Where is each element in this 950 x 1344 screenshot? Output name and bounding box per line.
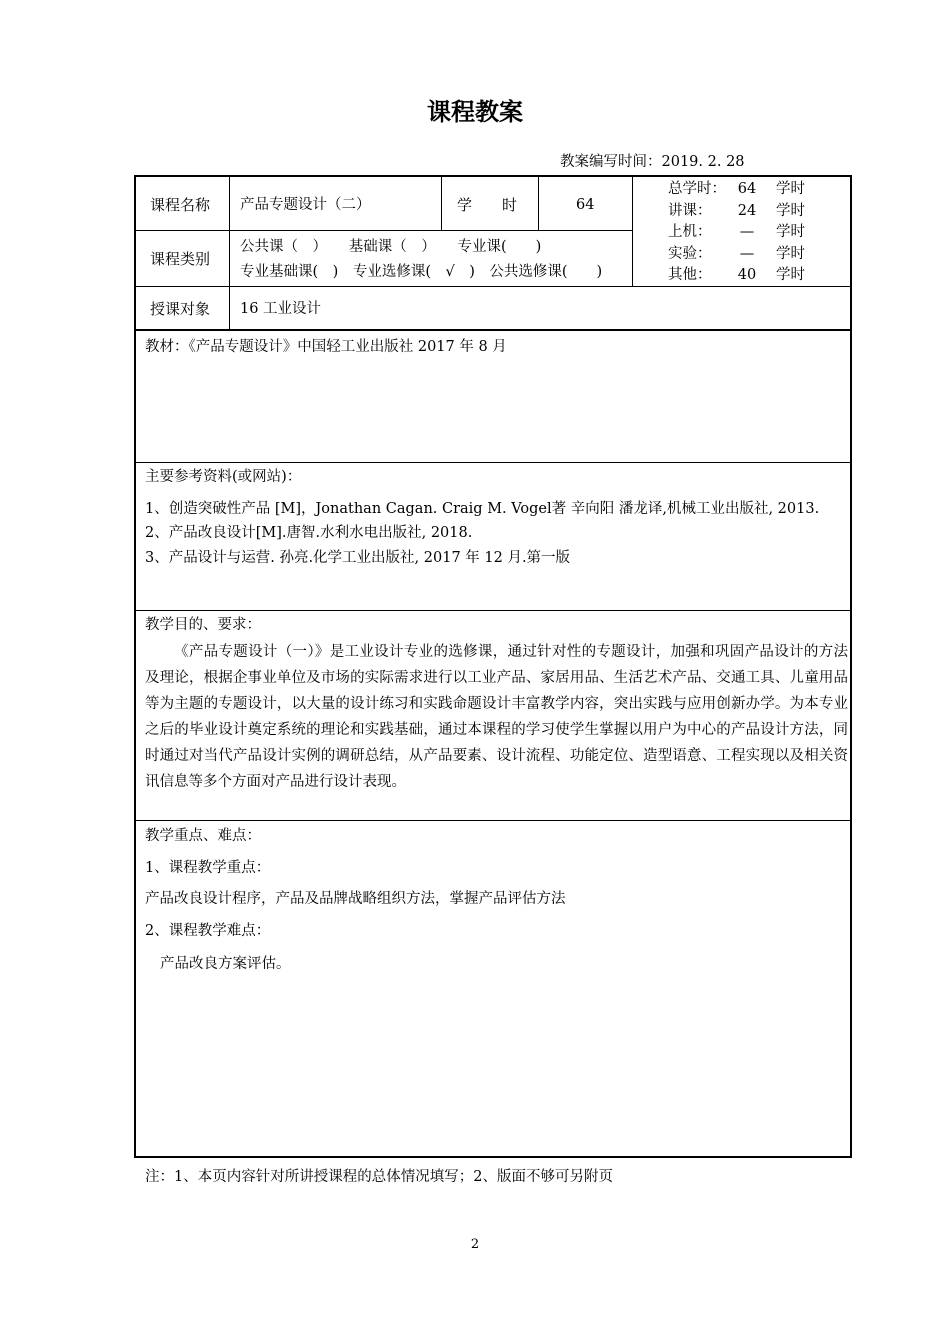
hours-value: 64: [576, 197, 595, 213]
hours-summary-row: 总学时： 64 学时: [668, 181, 805, 197]
row-divider: [134, 230, 632, 231]
row-divider: [134, 610, 852, 611]
focus-text: 产品改良设计程序，产品及品牌战略组织方法，掌握产品评估方法: [145, 891, 566, 907]
hours-summary-row: 其他： 40 学时: [668, 267, 805, 283]
row-divider: [134, 462, 852, 463]
hours-summary-row: 实验： — 学时: [668, 245, 805, 262]
references-heading: 主要参考资料(或网站)：: [145, 469, 302, 485]
difficulty-heading: 2、课程教学难点：: [145, 923, 271, 939]
written-time: 教案编写时间：2019. 2. 28: [560, 154, 745, 170]
col-divider: [229, 175, 230, 329]
course-name-value: 产品专题设计（二）: [240, 197, 371, 213]
footnote: 注：1、本页内容针对所讲授课程的总体情况填写；2、版面不够可另附页: [145, 1169, 613, 1185]
col-divider: [632, 175, 633, 286]
key-points-heading: 教学重点、难点：: [145, 828, 261, 844]
col-divider: [538, 175, 539, 230]
objectives-heading: 教学目的、要求：: [145, 617, 261, 633]
audience-label: 授课对象: [150, 300, 211, 318]
hours-summary-row: 上机： — 学时: [668, 224, 805, 240]
reference-item: 2、产品改良设计[M].唐智.水利水电出版社, 2018.: [145, 525, 473, 541]
textbook: 教材：《产品专题设计》中国轻工业出版社 2017 年 8 月: [145, 339, 507, 355]
page-number: 2: [470, 1237, 480, 1252]
reference-item: 1、创造突破性产品 [M]，Jonathan Cagan. Craig M. Vogel著 辛向阳 潘龙译,机械工业出版社, 2013.: [145, 501, 820, 517]
course-category-line1: 公共课（ ） 基础课（ ） 专业课( ): [240, 239, 542, 255]
row-divider: [134, 820, 852, 821]
course-name-label: 课程名称: [150, 196, 211, 214]
row-divider: [134, 329, 852, 331]
page-title: 课程教案: [427, 98, 523, 126]
hours-summary-row: 讲课： 24 学时: [668, 202, 805, 219]
focus-heading: 1、课程教学重点：: [145, 860, 271, 876]
difficulty-text: 产品改良方案评估。: [160, 956, 291, 972]
reference-item: 3、产品设计与运营. 孙亮.化学工业出版社, 2017 年 12 月.第一版: [145, 550, 571, 566]
objectives-text: 《产品专题设计（一）》是工业设计专业的选修课，通过针对性的专题设计，加强和巩固产品设计的方法及理论，根据企事业单位及市场的实际需求进行以工业产品、家居用品、生活艺术产品、交通工具、儿童用品等为主题的专题设计，以大量的设计练习和实践命题设计丰富教学内容，突出实践与应用创新办学。为本专业之后的毕业设计奠定系统的理论和实践基础，通过本课程的学习使学生掌握以用户为中心的产品设计方法，同时通过对当代产品设计实例的调研总结，从产品要素、设计流程、功能定位、造型语意、工程实现以及相关资讯信息等多个方面对产品进行设计表现。: [145, 644, 848, 790]
hours-summary: [668, 179, 848, 287]
audience-value: 16 工业设计: [240, 301, 322, 317]
course-category-line2: 专业基础课( ) 专业选修课( √ ) 公共选修课( ): [240, 264, 603, 280]
course-category-label: 课程类别: [150, 250, 211, 268]
col-divider: [441, 175, 442, 230]
hours-label: 学 时: [457, 196, 518, 214]
